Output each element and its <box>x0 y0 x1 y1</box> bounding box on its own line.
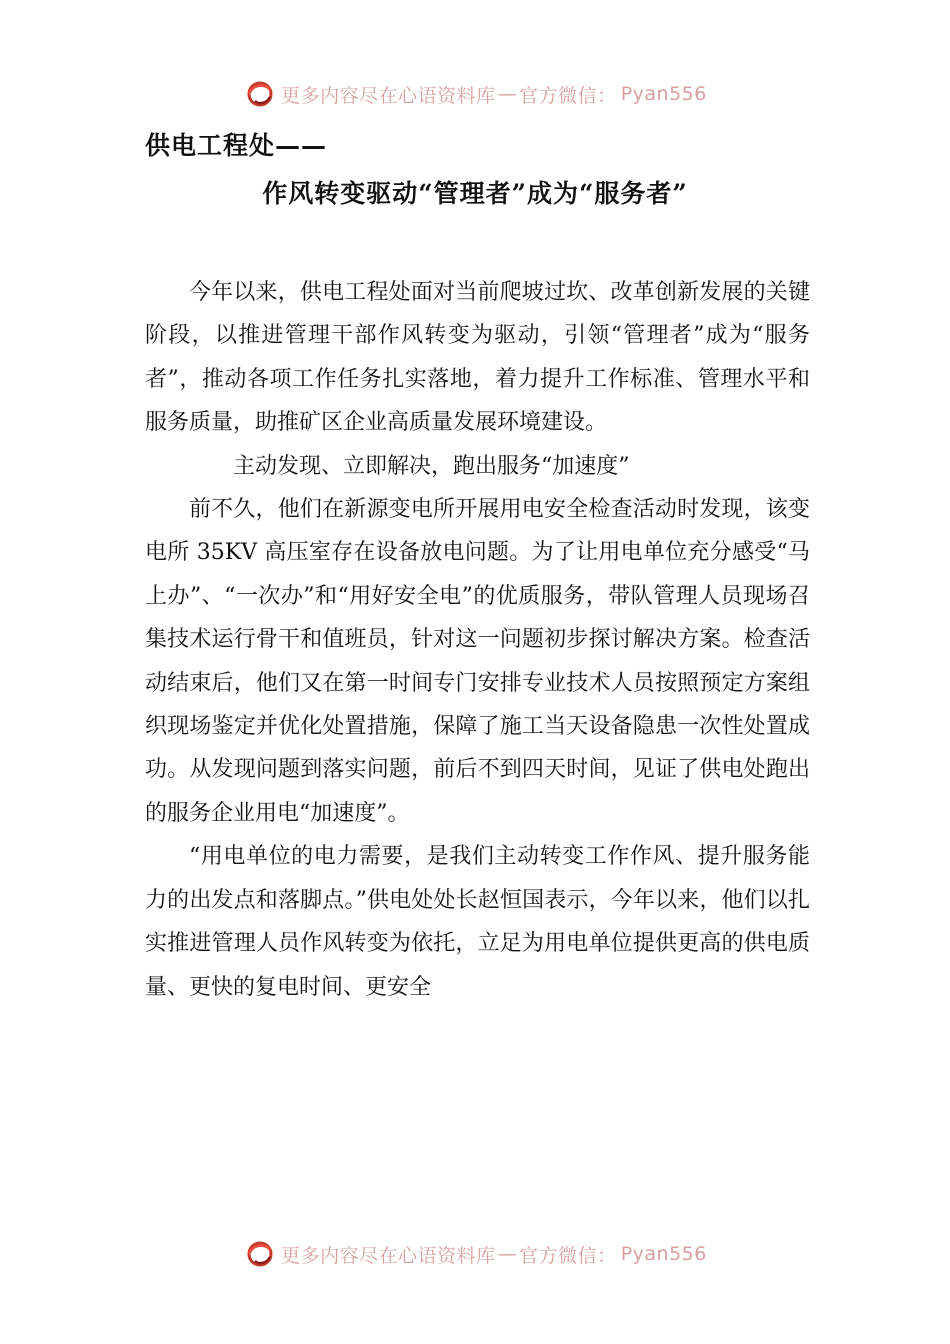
watermark-separator: — <box>497 1243 518 1265</box>
header-watermark <box>0 74 950 114</box>
watermark-text: 更多内容尽在心语资料库 <box>281 1244 496 1267</box>
watermark-label: 官方微信： <box>519 1244 617 1267</box>
paragraph: 今年以来，供电工程处面对当前爬坡过坎、改革创新发展的关键阶段，以推进管理干部作风转变为驱动，引领“管理者”成为“服务者”，推动各项工作任务扎实落地，着力提升工作标准、管理水平和服务质量，助推矿区企业高质量发展环境建设。 <box>145 280 810 436</box>
document-title-line1: 供电工程处—— <box>145 131 328 160</box>
logo-icon <box>243 77 277 111</box>
watermark-id: Pyan556 <box>620 1243 707 1265</box>
paragraph: 前不久，他们在新源变电所开展用电安全检查活动时发现，该变电所 35KV 高压室存在设备放电问题。为了让用电单位充分感受“马上办”、“一次办”和“用好安全电”的优质服务，带队管理人员现场召集技术运行骨干和值班员，针对这一问题初步探讨解决方案。检查活动结束后，他们又在第一时间专门安排专业技术人员按照预定方案组织现场鉴定并优化处置措施，保障了施工当天设备隐患一次性处置成功。从发现问题到落实问题，前后不到四天时间，见证了供电处跑出的服务企业用电“加速度”。 <box>145 497 810 826</box>
watermark-id: Pyan556 <box>620 83 707 105</box>
paragraph: “用电单位的电力需要，是我们主动转变工作作风、提升服务能力的出发点和落脚点。”供电处处长赵恒国表示，今年以来，他们以扎实推进管理人员作风转变为依托，立足为用电单位提供更高的供电质量、更快的复电时间、更安全 <box>145 844 810 1000</box>
watermark-label: 官方微信： <box>519 84 617 107</box>
watermark-text: 更多内容尽在心语资料库 <box>281 84 496 107</box>
logo-icon <box>243 1237 277 1271</box>
document-body <box>145 271 810 1009</box>
watermark-separator: — <box>497 83 518 105</box>
document-title-line2: 作风转变驱动“管理者”成为“服务者” <box>262 179 688 208</box>
section-heading: 主动发现、立即解决，跑出服务“加速度” <box>233 453 630 479</box>
footer-watermark <box>0 1234 950 1274</box>
